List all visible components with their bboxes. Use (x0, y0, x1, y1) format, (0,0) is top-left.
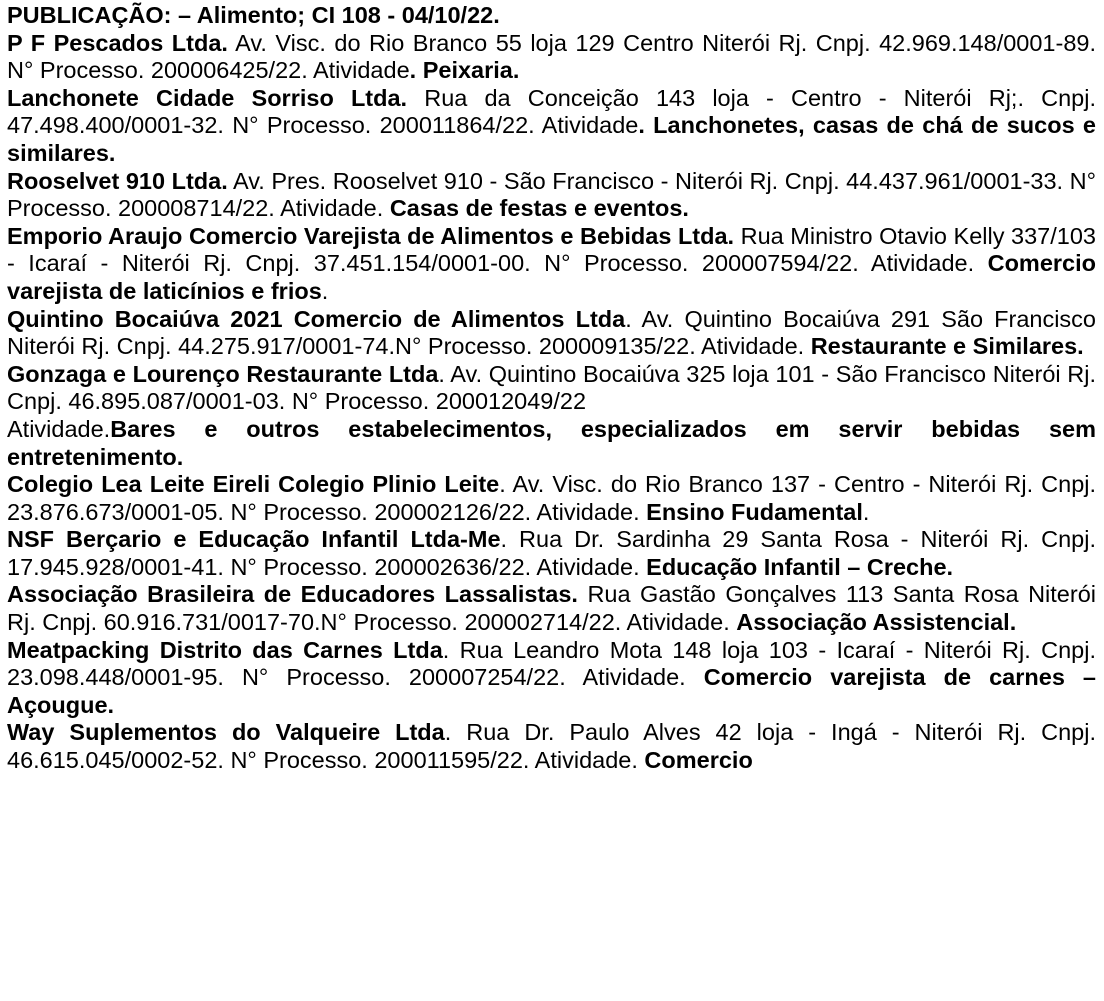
entry-details: Rua Ministro Otavio Kelly 337/103 - Icaraí - Niterói Rj. Cnpj. 37.451.154/0001-00. N° Processo. 200007594/22. Atividade. (7, 222, 1096, 277)
entry-activity: Ensino Fudamental (646, 498, 863, 525)
entry-details: . Av. Visc. do Rio Branco 137 - Centro - Niterói Rj. Cnpj. 23.876.673/0001-05. N° Processo. 200002126/22. Atividade. (7, 471, 1097, 525)
entry-name: Meatpacking Distrito das Carnes Ltda (7, 636, 443, 663)
entry-name: Quintino Bocaiúva 2021 Comercio de Alimentos Ltda (7, 305, 626, 332)
entry-activity: Comercio varejista de carnes – Açougue. (7, 664, 1097, 718)
entry-name: Lanchonete Cidade Sorriso Ltda. (7, 84, 408, 111)
entry-lanchonete-cidade-sorriso (7, 85, 1096, 168)
entry-tail: . (321, 277, 329, 304)
entry-activity: Educação Infantil – Creche. (646, 553, 954, 580)
entry-details: Av. Visc. do Rio Branco 55 loja 129 Centro Niterói Rj. Cnpj. 42.969.148/0001-89. N° Processo. 200006425/22. Atividade (7, 29, 1096, 84)
entry-name: Colegio Lea Leite Eireli Colegio Plinio Leite (7, 471, 500, 498)
entry-name: P F Pescados Ltda. (7, 29, 228, 56)
entry-nsf-bercario (7, 526, 1096, 581)
entry-activity: . Peixaria. (409, 57, 520, 84)
entry-activity: . Lanchonetes, casas de chá de sucos e similares. (7, 112, 1096, 166)
entry-details: . Av. Quintino Bocaiúva 325 loja 101 - São Francisco Niterói Rj. Cnpj. 46.895.087/0001-03. N° Processo. 200012049/22 (7, 360, 1096, 415)
entry-associacao-lassalistas (7, 581, 1096, 636)
entry-activity: Comercio varejista de laticínios e frios (7, 250, 1096, 304)
entry-details: . Rua Dr. Paulo Alves 42 loja - Ingá - Niterói Rj. Cnpj. 46.615.045/0002-52. N° Processo. 200011595/22. Atividade. (7, 719, 1096, 774)
publication-heading: PUBLICAÇÃO: – Alimento; CI 108 - 04/10/22. (7, 2, 500, 28)
entry-name: Associação Brasileira de Educadores Lassalistas. (7, 581, 578, 608)
entry-details: Av. Pres. Rooselvet 910 - São Francisco - Niterói Rj. Cnpj. 44.437.961/0001-33. N° Processo. 200008714/22. Atividade. (7, 167, 1096, 222)
entry-tail: . (862, 498, 870, 525)
entry-details: Atividade. (7, 415, 111, 442)
entry-name: NSF Berçario e Educação Infantil Ltda-Me (7, 526, 501, 553)
entry-way-suplementos (7, 719, 1096, 774)
entry-activity: Restaurante e Similares. (810, 333, 1084, 360)
entry-details: . Rua Leandro Mota 148 loja 103 - Icaraí - Niterói Rj. Cnpj. 23.098.448/0001-95. N° Processo. 200007254/22. Atividade. (7, 636, 1096, 691)
entry-details: Rua da Conceição 143 loja - Centro - Niterói Rj;. Cnpj. 47.498.400/0001-32. N° Processo. 200011864/22. Atividade (7, 84, 1096, 139)
entry-name: Gonzaga e Lourenço Restaurante Ltda (7, 360, 439, 387)
entry-quintino-bocaiuva-2021 (7, 306, 1096, 361)
entry-activity: Associação Assistencial. (736, 609, 1017, 636)
entry-activity: Bares e outros estabelecimentos, especializados em servir bebidas sem entretenimento. (7, 415, 1096, 470)
entry-name: Way Suplementos do Valqueire Ltda (7, 719, 445, 746)
entry-activity: Casas de festas e eventos. (389, 195, 689, 222)
entry-meatpacking (7, 637, 1096, 720)
entry-gonzaga-lourenco (7, 361, 1096, 416)
entry-details: . Av. Quintino Bocaiúva 291 São Francisco Niterói Rj. Cnpj. 44.275.917/0001-74.N° Processo. 200009135/22. Atividade. (7, 305, 1097, 360)
entry-colegio-lea-leite (7, 471, 1096, 526)
entry-emporio-araujo (7, 223, 1096, 306)
entry-name: Emporio Araujo Comercio Varejista de Alimentos e Bebidas Ltda. (7, 222, 735, 249)
entry-activity: Comercio (644, 747, 753, 774)
entry-name: Rooselvet 910 Ltda. (7, 167, 228, 194)
entry-gonzaga-lourenco-activity (7, 416, 1096, 471)
entry-rooselvet-910 (7, 168, 1096, 223)
entry-details: . Rua Dr. Sardinha 29 Santa Rosa - Niterói Rj. Cnpj. 17.945.928/0001-41. N° Processo. 200002636/22. Atividade. (7, 526, 1096, 580)
entry-pf-pescados (7, 30, 1096, 85)
entry-details: Rua Gastão Gonçalves 113 Santa Rosa Niterói Rj. Cnpj. 60.916.731/0017-70.N° Processo. 200002714/22. Atividade. (7, 581, 1096, 636)
